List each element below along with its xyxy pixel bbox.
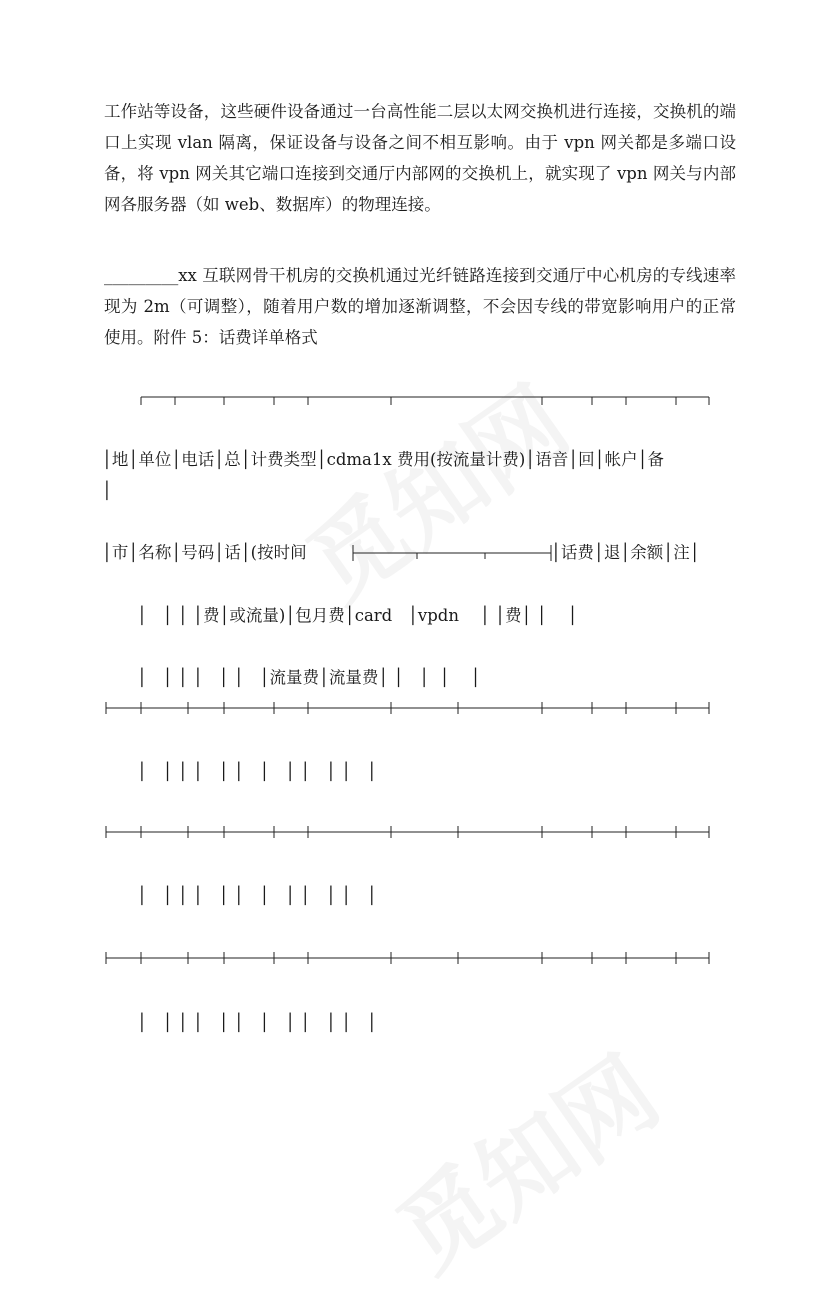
table-data-row: │ │ │ │ │ │ │ │ │ │ │ │ [137,1013,377,1032]
body-paragraph: 工作站等设备，这些硬件设备通过一台高性能二层以太网交换机进行连接，交换机的端口上实现 vlan 隔离，保证设备与设备之间不相互影响。由于 vpn 网关都是多端口设备，将 vpn 网关其它端口连接到交通厅内部网的交换机上，就实现了 vpn 网关与内部网各服务器（如 web、数据库）的物理连接。 [104,102,736,214]
table-header-row: │ │ │ │ │ │ │流量费│流量费│ │ │ │ │ [137,668,481,687]
table-row-separator [0,822,830,842]
table-top-border [0,390,830,410]
table-row-separator [0,698,830,718]
watermark [367,1020,681,1297]
table-header-row: │ │ │ │费│或流量)│包月费│card │vpdn │ │费│ │ │ [137,606,578,625]
body-paragraph: _________xx 互联网骨干机房的交换机通过光纤链路连接到交通厅中心机房的专线速率现为 2m（可调整），随着用户数的增加逐渐调整，不会因专线的带宽影响用户的正常使用。附件 5：话费详单格式 [104,266,736,347]
table-header-row-continuation: │ [102,481,112,500]
table-data-row: │ │ │ │ │ │ │ │ │ │ │ │ [137,886,377,905]
table-header-row: │市│名称│号码│话│(按时间 [102,543,307,562]
table-row-separator [0,948,830,968]
table-header-row: │地│单位│电话│总│计费类型│cdma1x 费用(按流量计费)│语音│回│帐户│备 [102,450,665,469]
table-header-row: │话费│退│余额│注│ [551,543,700,562]
table-data-row: │ │ │ │ │ │ │ │ │ │ │ │ [137,762,377,781]
table-subheader-divider [0,541,830,565]
